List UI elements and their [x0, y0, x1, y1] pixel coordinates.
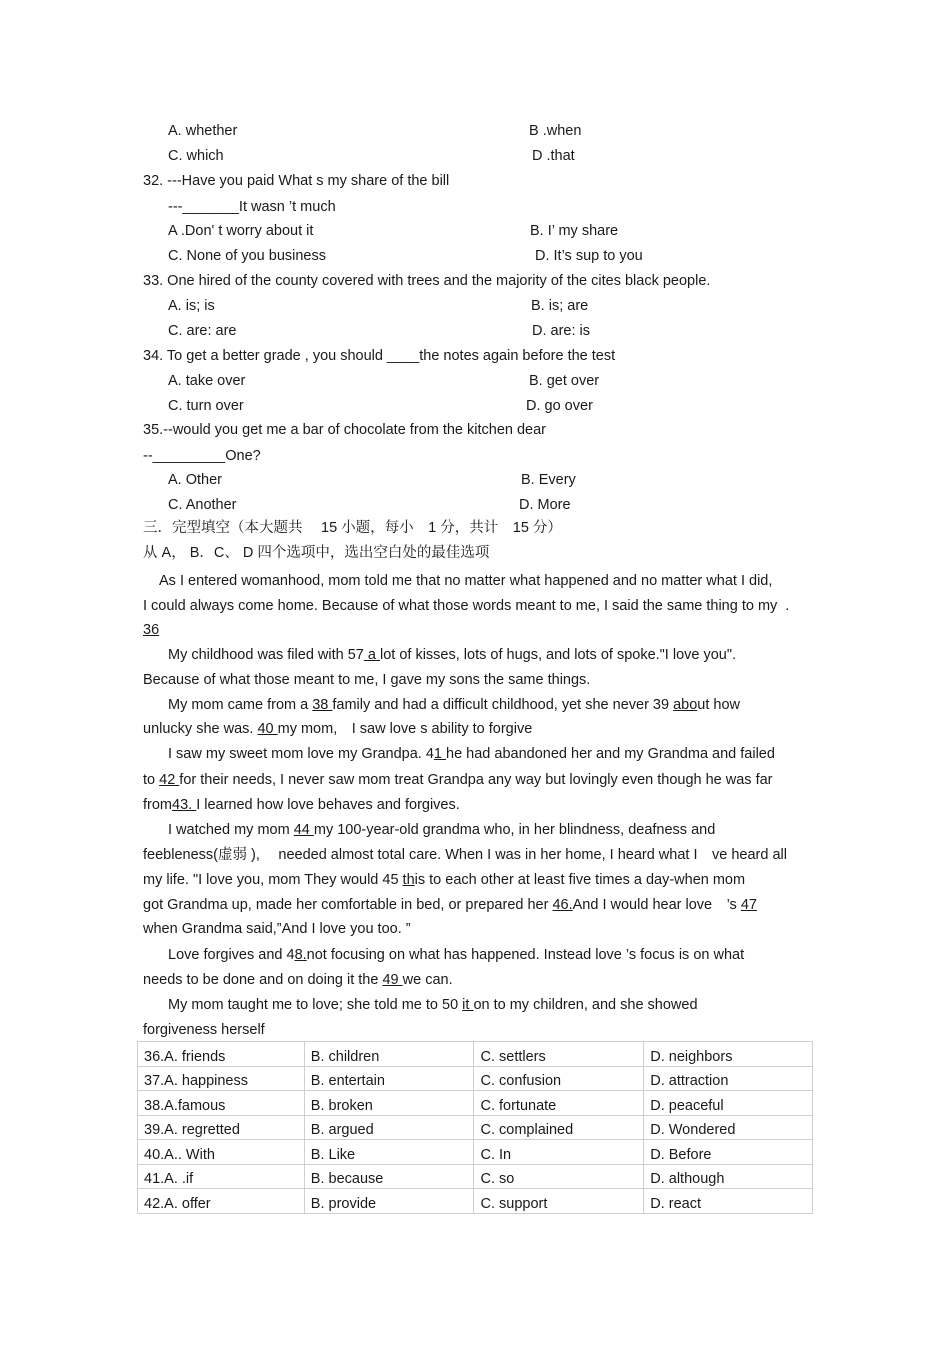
table-cell: D. peaceful — [644, 1091, 813, 1116]
q35-reply: --_________One? — [143, 448, 261, 464]
section-heading: 三．完型填空（本大题共 15 小题，每小 1 分，共计 15 分） — [143, 520, 562, 536]
table-cell: 42.A. offer — [138, 1189, 305, 1214]
q32-option-c: C. None of you business — [168, 248, 326, 264]
q34-stem: 34. To get a better grade , you should ____the notes again before the test — [143, 348, 616, 364]
table-row — [138, 1066, 813, 1091]
table-cell: B. Like — [304, 1140, 474, 1165]
passage-line: feebleness(虚弱 ), needed almost total care. When I was in her home, I heard what I ve heard all — [143, 847, 787, 863]
table-row — [138, 1140, 813, 1165]
passage-line: Love forgives and 48.not focusing on what has happened. Instead love ’s focus is on what — [168, 947, 745, 963]
q33-option-d: D. are: is — [532, 323, 591, 339]
q35-option-c: C. Another — [168, 497, 237, 513]
blank-36: 36 — [143, 622, 160, 638]
passage-line: when Grandma said,”And I love you too. ” — [143, 921, 411, 937]
q33-option-c: C. are: are — [168, 323, 237, 339]
q31-option-a: A. whether — [168, 123, 238, 139]
q31-option-b: B .when — [529, 123, 582, 139]
passage-line: My mom taught me to love; she told me to 50 it on to my children, and she showed — [168, 997, 698, 1013]
table-cell: 40.A.. With — [138, 1140, 305, 1165]
q35-option-b: B. Every — [521, 472, 576, 488]
table-row — [138, 1189, 813, 1214]
passage-line: got Grandma up, made her comfortable in bed, or prepared her 46.And I would hear love ’s 47 — [143, 897, 757, 913]
table-cell: C. confusion — [474, 1066, 644, 1091]
passage-line: needs to be done and on doing it the 49 we can. — [143, 972, 453, 988]
passage-line: My childhood was filed with 57 a lot of kisses, lots of hugs, and lots of spoke."I love you". — [168, 647, 737, 663]
passage-line: I saw my sweet mom love my Grandpa. 41 he had abandoned her and my Grandma and failed — [168, 746, 775, 762]
table-cell: D. attraction — [644, 1066, 813, 1091]
q32-option-b: B. I’ my share — [530, 223, 619, 239]
table-cell: 39.A. regretted — [138, 1115, 305, 1140]
q33-option-a: A. is; is — [168, 298, 215, 314]
passage-line: my life. "I love you, mom They would 45 this to each other at least five times a day-when mom — [143, 872, 746, 888]
table-cell: B. children — [304, 1042, 474, 1067]
q34-option-d: D. go over — [526, 398, 593, 414]
q35-stem: 35.--would you get me a bar of chocolate from the kitchen dear — [143, 422, 546, 438]
table-cell: B. entertain — [304, 1066, 474, 1091]
table-cell: 36.A. friends — [138, 1042, 305, 1067]
table-cell: B. provide — [304, 1189, 474, 1214]
passage-line: unlucky she was. 40 my mom, I saw love s ability to forgive — [143, 721, 533, 737]
q33-option-b: B. is; are — [531, 298, 589, 314]
table-cell: B. argued — [304, 1115, 474, 1140]
table-cell: D. neighbors — [644, 1042, 813, 1067]
section-instruction: 从 A， B．C、 D 四个选项中，选出空白处的最佳选项 — [143, 545, 490, 561]
q34-option-a: A. take over — [168, 373, 246, 389]
table-cell: C. complained — [474, 1115, 644, 1140]
table-row — [138, 1164, 813, 1189]
table-cell: D. Before — [644, 1140, 813, 1165]
q32-reply: ---_______It wasn ’t much — [168, 199, 336, 215]
passage-line: As I entered womanhood, mom told me that no matter what happened and no matter what I did, — [159, 573, 773, 589]
table-cell: 38.A.famous — [138, 1091, 305, 1116]
table-cell: C. In — [474, 1140, 644, 1165]
table-cell: C. support — [474, 1189, 644, 1214]
q32-stem: 32. ---Have you paid What s my share of the bill — [143, 173, 450, 189]
q35-option-d: D. More — [519, 497, 571, 513]
q32-option-d: D. It’s sup to you — [535, 248, 643, 264]
table-cell: B. broken — [304, 1091, 474, 1116]
table-cell: 41.A. .if — [138, 1164, 305, 1189]
q32-option-a: A .Don' t worry about it — [168, 223, 314, 239]
q31-option-d: D .that — [532, 148, 575, 164]
passage-line: I watched my mom 44 my 100-year-old grandma who, in her blindness, deafness and — [168, 822, 716, 838]
table-cell: C. fortunate — [474, 1091, 644, 1116]
q34-option-c: C. turn over — [168, 398, 244, 414]
q35-option-a: A. Other — [168, 472, 222, 488]
table-row — [138, 1091, 813, 1116]
table-row — [138, 1042, 813, 1067]
table-cell: D. react — [644, 1189, 813, 1214]
table-cell: C. so — [474, 1164, 644, 1189]
q34-option-b: B. get over — [529, 373, 600, 389]
table-cell: D. although — [644, 1164, 813, 1189]
options-table — [137, 1041, 813, 1214]
passage-line: Because of what those meant to me, I gave my sons the same things. — [143, 672, 591, 688]
table-cell: D. Wondered — [644, 1115, 813, 1140]
passage-line: to 42 for their needs, I never saw mom treat Grandpa any way but lovingly even though he was far — [143, 772, 773, 788]
table-cell: 37.A. happiness — [138, 1066, 305, 1091]
table-row — [138, 1115, 813, 1140]
passage-line: I could always come home. Because of what those words meant to me, I said the same thing to my . — [143, 598, 790, 614]
table-cell: B. because — [304, 1164, 474, 1189]
table-cell: C. settlers — [474, 1042, 644, 1067]
passage-line: forgiveness herself — [143, 1022, 265, 1038]
q33-stem: 33. One hired of the county covered with trees and the majority of the cites black people. — [143, 273, 711, 289]
q31-option-c: C. which — [168, 148, 224, 164]
passage-line: from43. I learned how love behaves and forgives. — [143, 797, 460, 813]
passage-line: My mom came from a 38 family and had a difficult childhood, yet she never 39 about how — [168, 697, 741, 713]
